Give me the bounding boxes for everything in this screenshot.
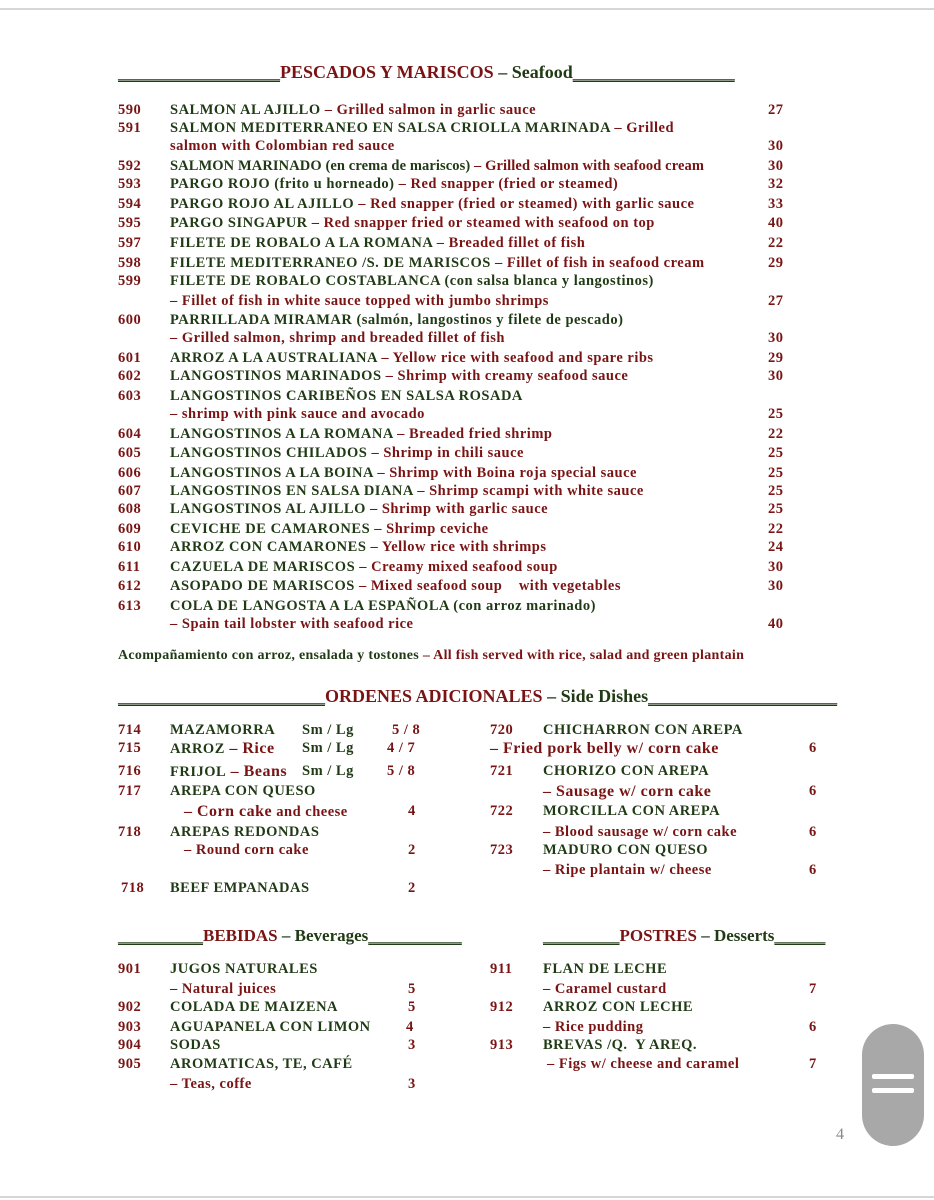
item-price: 25 <box>768 445 784 461</box>
item-name-en: – Ripe plantain w/ cheese <box>543 862 712 878</box>
item-price: 27 <box>768 102 784 118</box>
item-number: 903 <box>118 1019 142 1035</box>
item-number: 607 <box>118 483 142 499</box>
item-number: 591 <box>118 120 142 136</box>
item-price: 32 <box>768 176 784 192</box>
item-name-en: – Natural juices <box>170 981 277 997</box>
item-price: 5 / 8 <box>387 763 416 779</box>
item-name-es: BEEF EMPANADAS <box>170 880 310 896</box>
item-name-en: – Blood sausage w/ corn cake <box>543 824 738 840</box>
item-name-en: – Shrimp ceviche <box>370 521 489 537</box>
item-number: 606 <box>118 465 142 481</box>
item-name-en: – Fillet of fish in white sauce topped with jumbo shrimps <box>170 293 549 309</box>
item-number: 604 <box>118 426 142 442</box>
item-number: 612 <box>118 578 142 594</box>
item-number: 717 <box>118 783 142 799</box>
item-number: 611 <box>118 559 141 575</box>
item-price: 30 <box>768 368 784 384</box>
item-name-es: ARROZ CON CAMARONES <box>170 539 367 555</box>
item-name-en: – Teas, coffe <box>170 1076 252 1092</box>
item-name-es: COLA DE LANGOSTA A LA ESPAÑOLA (con arroz marinado) <box>170 598 596 614</box>
item-price: 2 <box>408 842 416 858</box>
item-number: 716 <box>118 763 142 779</box>
item-name-es: FRIJOL <box>170 764 227 780</box>
item-name-en: – Red snapper fried or steamed with seafood on top <box>307 215 655 231</box>
item-price: 7 <box>809 981 817 997</box>
item-name-en: – Corn cake <box>184 803 273 820</box>
item-name-es: SALMON MEDITERRANEO EN SALSA CRIOLLA MARINADA <box>170 120 611 136</box>
item-name-es: AREPA CON QUESO <box>170 783 316 799</box>
item-name-es: ARROZ <box>170 741 225 757</box>
item-name-es: CHORIZO CON AREPA <box>543 763 710 779</box>
item-name-en: – Red snapper (fried or steamed) <box>394 176 619 192</box>
item-name-en-suffix: and cheese <box>272 804 348 820</box>
bottom-divider <box>0 1196 934 1198</box>
item-name-en: – Mixed seafood soup with vegetables <box>354 578 621 594</box>
footnote-english: All fish served with rice, salad and green plantain <box>433 648 745 663</box>
item-name-en: – Figs w/ cheese and caramel <box>547 1056 740 1072</box>
item-number: 718 <box>121 880 145 896</box>
item-price: 30 <box>768 138 784 154</box>
seafood-section-title <box>118 62 735 82</box>
title-spanish: POSTRES <box>619 926 697 945</box>
item-number: 905 <box>118 1056 142 1072</box>
item-price: 40 <box>768 616 784 632</box>
item-name-en: – Grilled salmon with seafood cream <box>470 158 705 174</box>
footnote-spanish: Acompañamiento con arroz, ensalada y tostones <box>118 648 420 663</box>
item-number: 598 <box>118 255 142 271</box>
item-price: 7 <box>809 1056 817 1072</box>
item-price: 30 <box>768 559 784 575</box>
item-name-es: AROMATICAS, TE, CAFÉ <box>170 1056 353 1072</box>
item-number: 715 <box>118 740 142 756</box>
title-lead-line: _________ <box>543 926 620 945</box>
item-number: 720 <box>490 722 514 738</box>
item-name-es: FILETE DE ROBALO A LA ROMANA <box>170 235 433 251</box>
item-price: 4 / 7 <box>387 740 416 756</box>
item-price: 30 <box>768 158 784 174</box>
item-name-en: – Fillet of fish in seafood cream <box>490 255 705 271</box>
item-name-en: – Shrimp scampi with white sauce <box>413 483 644 499</box>
item-price: 22 <box>768 521 784 537</box>
item-size: Sm / Lg <box>302 763 354 779</box>
item-price: 3 <box>408 1037 416 1053</box>
item-name-en: – Fried pork belly w/ corn cake <box>490 740 719 757</box>
title-lead-line: __________________ <box>118 62 280 82</box>
item-name-es: ASOPADO DE MARISCOS <box>170 578 355 594</box>
item-name-es: MAZAMORRA <box>170 722 276 738</box>
item-number: 714 <box>118 722 142 738</box>
item-name-es: PARGO SINGAPUR <box>170 215 308 231</box>
item-name-es: MADURO CON QUESO <box>543 842 709 858</box>
title-separator: – <box>493 62 512 82</box>
item-number: 904 <box>118 1037 142 1053</box>
item-number: 601 <box>118 350 142 366</box>
item-number: 602 <box>118 368 142 384</box>
item-price: 22 <box>768 235 784 251</box>
item-name-es: FLAN DE LECHE <box>543 961 668 977</box>
item-name-en: – Grilled <box>610 120 675 136</box>
item-name-es: LANGOSTINOS A LA ROMANA <box>170 426 394 442</box>
title-tail-line: _____________________ <box>648 686 838 706</box>
item-name-es: COLADA DE MAIZENA <box>170 999 339 1015</box>
sides-section-title <box>118 686 837 706</box>
item-name-en: – Grilled salmon, shrimp and breaded fillet of fish <box>170 330 505 346</box>
item-name-en: – Shrimp with garlic sauce <box>365 501 549 517</box>
item-name-es: AREPAS REDONDAS <box>170 824 320 840</box>
item-number: 721 <box>490 763 514 779</box>
item-price: 40 <box>768 215 784 231</box>
item-name-es: SALMON AL AJILLO <box>170 102 321 118</box>
item-name-en: – Sausage w/ corn cake <box>543 783 712 800</box>
item-name-en: – Yellow rice with shrimps <box>366 539 547 555</box>
item-name-en: – Breaded fillet of fish <box>432 235 586 251</box>
title-english: Desserts <box>713 926 775 945</box>
title-english: Seafood <box>511 62 573 82</box>
item-name-es: CHICHARRON CON AREPA <box>543 722 743 738</box>
item-name-es: PARGO ROJO AL AJILLO <box>170 196 355 212</box>
item-name-es: ARROZ A LA AUSTRALIANA <box>170 350 378 366</box>
item-number: 613 <box>118 598 142 614</box>
item-name-en: – Shrimp with creamy seafood sauce <box>381 368 629 384</box>
item-name-es: LANGOSTINOS EN SALSA DIANA <box>170 483 414 499</box>
item-price: 29 <box>768 350 784 366</box>
item-number: 600 <box>118 312 142 328</box>
item-price: 5 <box>408 999 416 1015</box>
item-name-es: FILETE MEDITERRANEO /S. DE MARISCOS <box>170 255 491 271</box>
item-price: 33 <box>768 196 784 212</box>
item-number: 913 <box>490 1037 514 1053</box>
item-name-en: salmon with Colombian red sauce <box>170 138 395 154</box>
item-number: 603 <box>118 388 142 404</box>
item-price: 6 <box>809 783 817 799</box>
item-name-es: SALMON MARINADO (en crema de mariscos) <box>170 158 471 174</box>
item-name-es: CAZUELA DE MARISCOS <box>170 559 356 575</box>
item-name-en: – Yellow rice with seafood and spare ribs <box>377 350 654 366</box>
title-english: Beverages <box>294 926 369 945</box>
item-number: 723 <box>490 842 514 858</box>
title-tail-line: ______ <box>774 926 826 945</box>
item-number: 608 <box>118 501 142 517</box>
item-name-es: CEVICHE DE CAMARONES <box>170 521 371 537</box>
item-name-en: – Grilled salmon in garlic sauce <box>320 102 537 118</box>
item-name-en: – shrimp with pink sauce and avocado <box>170 406 425 422</box>
item-price: 6 <box>809 824 817 840</box>
title-separator: – <box>277 926 295 945</box>
item-price: 6 <box>809 740 817 756</box>
item-number: 911 <box>490 961 513 977</box>
item-number: 722 <box>490 803 514 819</box>
item-price: 25 <box>768 465 784 481</box>
item-price: 30 <box>768 330 784 346</box>
item-number: 912 <box>490 999 514 1015</box>
title-tail-line: __________________ <box>572 62 735 82</box>
item-name-es: MORCILLA CON AREPA <box>543 803 721 819</box>
item-number: 597 <box>118 235 142 251</box>
item-name-en: – Red snapper (fried or steamed) with garlic sauce <box>354 196 695 212</box>
item-number: 594 <box>118 196 142 212</box>
item-number: 605 <box>118 445 142 461</box>
title-tail-line: ___________ <box>368 926 462 945</box>
item-price: 24 <box>768 539 784 555</box>
title-lead-line: __________ <box>118 926 203 945</box>
item-number: 593 <box>118 176 142 192</box>
item-name-es: AGUAPANELA CON LIMON <box>170 1019 371 1035</box>
item-name-es: SODAS <box>170 1037 221 1053</box>
item-name-en: – Rice pudding <box>543 1019 644 1035</box>
item-price: 5 <box>408 981 416 997</box>
item-price: 25 <box>768 501 784 517</box>
beverages-section-title <box>118 926 462 946</box>
item-price: 6 <box>809 1019 817 1035</box>
item-name-es: PARRILLADA MIRAMAR (salmón, langostinos y filete de pescado) <box>170 312 624 328</box>
item-size: Sm / Lg <box>302 740 354 756</box>
item-name-es: ARROZ CON LECHE <box>543 999 694 1015</box>
item-price: 22 <box>768 426 784 442</box>
item-size: Sm / Lg <box>302 722 354 738</box>
item-price: 3 <box>408 1076 416 1092</box>
item-price: 2 <box>408 880 416 896</box>
item-price: 30 <box>768 578 784 594</box>
item-name-en: – Breaded fried shrimp <box>393 426 553 442</box>
item-price: 4 <box>408 803 416 819</box>
item-number: 902 <box>118 999 142 1015</box>
item-name-es: LANGOSTINOS AL AJILLO <box>170 501 366 517</box>
item-price: 27 <box>768 293 784 309</box>
item-name-es: JUGOS NATURALES <box>170 961 318 977</box>
item-price: 25 <box>768 483 784 499</box>
top-divider <box>0 8 934 10</box>
item-name-en: – Creamy mixed seafood soup <box>355 559 558 575</box>
item-name-es: LANGOSTINOS CARIBEÑOS EN SALSA ROSADA <box>170 388 523 404</box>
item-price: 4 <box>406 1019 414 1035</box>
page-number: 4 <box>836 1126 844 1143</box>
item-number: 592 <box>118 158 142 174</box>
title-english: Side Dishes <box>560 686 649 706</box>
item-name-es: FILETE DE ROBALO COSTABLANCA (con salsa blanca y langostinos) <box>170 273 654 289</box>
title-separator: – <box>696 926 714 945</box>
item-name-en: – Rice <box>224 740 275 757</box>
item-price: 5 / 8 <box>392 722 421 738</box>
item-number: 599 <box>118 273 142 289</box>
title-spanish: ORDENES ADICIONALES <box>325 686 543 706</box>
title-lead-line: _______________________ <box>118 686 325 706</box>
item-number: 590 <box>118 102 142 118</box>
footnote-separator: – <box>419 648 434 663</box>
item-name-en: – Shrimp with Boina roja special sauce <box>373 465 637 481</box>
item-name-en: – Round corn cake <box>184 842 309 858</box>
item-price: 29 <box>768 255 784 271</box>
item-name-es: LANGOSTINOS A LA BOINA <box>170 465 374 481</box>
item-name-en: – Caramel custard <box>543 981 667 997</box>
title-separator: – <box>542 686 561 706</box>
item-number: 610 <box>118 539 142 555</box>
seafood-footnote <box>118 648 744 664</box>
item-name-en: – Shrimp in chili sauce <box>367 445 524 461</box>
title-spanish: PESCADOS Y MARISCOS <box>280 62 494 82</box>
scroll-handle[interactable] <box>862 1024 924 1146</box>
item-name-es: PARGO ROJO (frito u horneado) <box>170 176 395 192</box>
item-name-en: – Beans <box>226 763 288 780</box>
item-price: 6 <box>809 862 817 878</box>
item-number: 901 <box>118 961 142 977</box>
desserts-section-title <box>543 926 825 946</box>
item-name-es: BREVAS /Q. Y AREQ. <box>543 1037 697 1053</box>
title-spanish: BEBIDAS <box>203 926 278 945</box>
item-number: 609 <box>118 521 142 537</box>
item-number: 718 <box>118 824 142 840</box>
item-name-es: LANGOSTINOS CHILADOS <box>170 445 368 461</box>
item-name-es: LANGOSTINOS MARINADOS <box>170 368 382 384</box>
item-number: 595 <box>118 215 142 231</box>
item-price: 25 <box>768 406 784 422</box>
item-name-en: – Spain tail lobster with seafood rice <box>170 616 414 632</box>
